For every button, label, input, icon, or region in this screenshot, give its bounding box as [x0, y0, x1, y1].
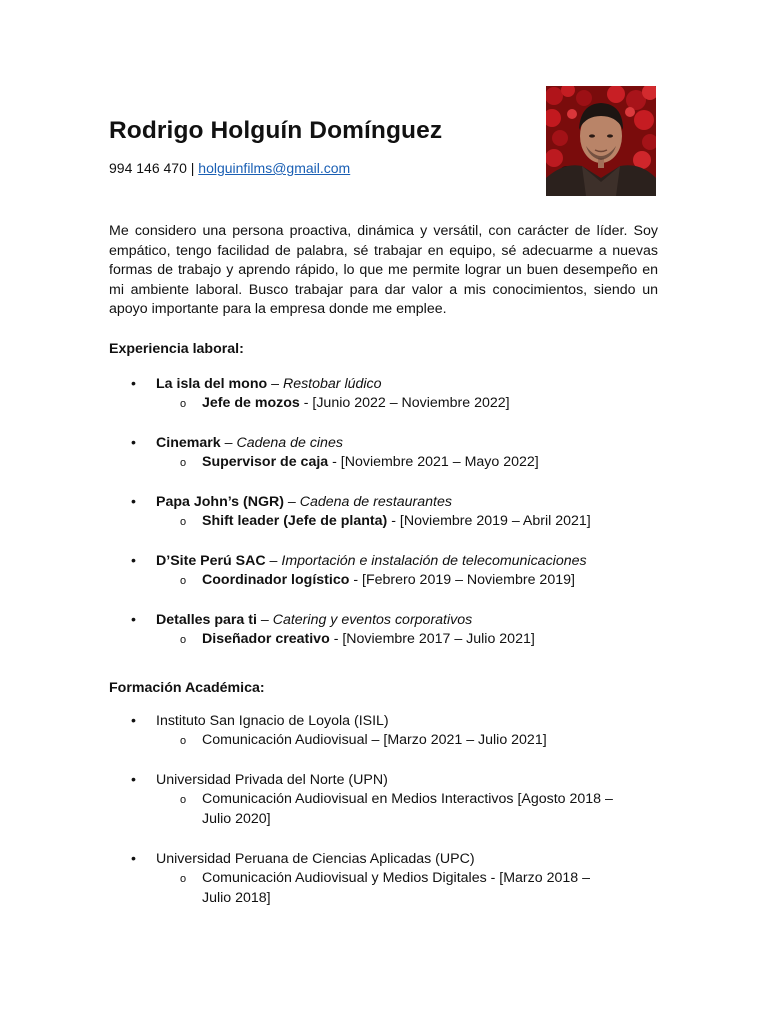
company-dash: –	[256, 612, 273, 628]
company-type: Catering y eventos corporativos	[272, 612, 473, 628]
company-name: La isla del mono	[156, 376, 268, 392]
role-title: Coordinador logístico	[202, 572, 350, 588]
program-name: Comunicación Audiovisual – [Marzo 2021 – Julio 2021]	[202, 732, 547, 748]
bullet-icon: •	[131, 494, 136, 510]
sub-bullet-icon: o	[180, 873, 187, 885]
experience-role-line	[202, 572, 575, 588]
candidate-name: Rodrigo Holguín Domínguez	[109, 117, 443, 144]
role-title: Diseñador creativo	[202, 631, 330, 647]
role-period: - [Febrero 2019 – Noviembre 2019]	[349, 572, 575, 588]
experience-company-line	[156, 494, 452, 510]
company-name: Detalles para ti	[156, 612, 257, 628]
profile-photo	[546, 86, 656, 196]
company-dash: –	[220, 435, 237, 451]
bullet-icon: •	[131, 553, 136, 569]
program-name-continued: Julio 2020]	[202, 811, 271, 827]
sub-bullet-icon: o	[180, 457, 187, 469]
sub-bullet-icon: o	[180, 735, 187, 747]
role-period: - [Noviembre 2021 – Mayo 2022]	[328, 454, 539, 470]
role-title: Shift leader (Jefe de planta)	[202, 513, 388, 529]
experience-role-line	[202, 454, 539, 470]
company-type: Restobar lúdico	[282, 376, 382, 392]
company-dash: –	[265, 553, 282, 569]
role-title: Jefe de mozos	[202, 395, 300, 411]
bullet-icon: •	[131, 612, 136, 628]
sub-bullet-icon: o	[180, 516, 187, 528]
experience-role-line	[202, 631, 535, 647]
experience-company-line	[156, 435, 343, 451]
experience-company-line	[156, 612, 472, 628]
education-heading: Formación Académica:	[109, 680, 265, 696]
email-link[interactable]: holguinfilms@gmail.com	[198, 160, 351, 176]
institution-name: Universidad Privada del Norte (UPN)	[156, 772, 388, 788]
experience-company-line	[156, 376, 382, 392]
company-type: Cadena de cines	[236, 435, 343, 451]
company-dash: –	[267, 376, 283, 392]
contact-line	[109, 160, 350, 176]
institution-name: Instituto San Ignacio de Loyola (ISIL)	[156, 713, 389, 729]
sub-bullet-icon: o	[180, 575, 187, 587]
bullet-icon: •	[131, 376, 136, 392]
program-name: Comunicación Audiovisual en Medios Interactivos [Agosto 2018 –	[202, 791, 613, 807]
bullet-icon: •	[131, 772, 136, 788]
program-name-continued: Julio 2018]	[202, 890, 271, 906]
sub-bullet-icon: o	[180, 794, 187, 806]
company-name: Cinemark	[156, 435, 221, 451]
institution-name: Universidad Peruana de Ciencias Aplicadas (UPC)	[156, 851, 475, 867]
company-type: Importación e instalación de telecomunicaciones	[281, 553, 587, 569]
program-name: Comunicación Audiovisual y Medios Digitales - [Marzo 2018 –	[202, 870, 590, 886]
experience-role-line	[202, 395, 510, 411]
bullet-icon: •	[131, 851, 136, 867]
profile-summary: Me considero una persona proactiva, dinámica y versátil, con carácter de líder. Soy empático, tengo facilidad de palabra, sé trabajar en equipo, sé adecuarme a nuevas formas de trabajo y aprendo rápido, lo que me permite lograr un buen desempeño en mi ambiente laboral. Busco trabajar para dar valor a mis conocimientos, siendo un apoyo importante para la empresa donde me emplee.	[109, 223, 658, 318]
role-period: - [Noviembre 2017 – Julio 2021]	[329, 631, 535, 647]
experience-role-line	[202, 513, 591, 529]
contact-separator: |	[186, 160, 199, 176]
role-period: - [Noviembre 2019 – Abril 2021]	[387, 513, 591, 529]
role-title: Supervisor de caja	[202, 454, 329, 470]
company-name: D’Site Perú SAC	[156, 553, 266, 569]
sub-bullet-icon: o	[180, 398, 187, 410]
sub-bullet-icon: o	[180, 634, 187, 646]
company-type: Cadena de restaurantes	[299, 494, 452, 510]
bullet-icon: •	[131, 435, 136, 451]
role-period: - [Junio 2022 – Noviembre 2022]	[299, 395, 510, 411]
company-dash: –	[283, 494, 300, 510]
experience-heading: Experiencia laboral:	[109, 341, 244, 357]
company-name: Papa John’s (NGR)	[156, 494, 284, 510]
experience-company-line	[156, 553, 587, 569]
bullet-icon: •	[131, 713, 136, 729]
phone-number: 994 146 470	[109, 160, 187, 176]
